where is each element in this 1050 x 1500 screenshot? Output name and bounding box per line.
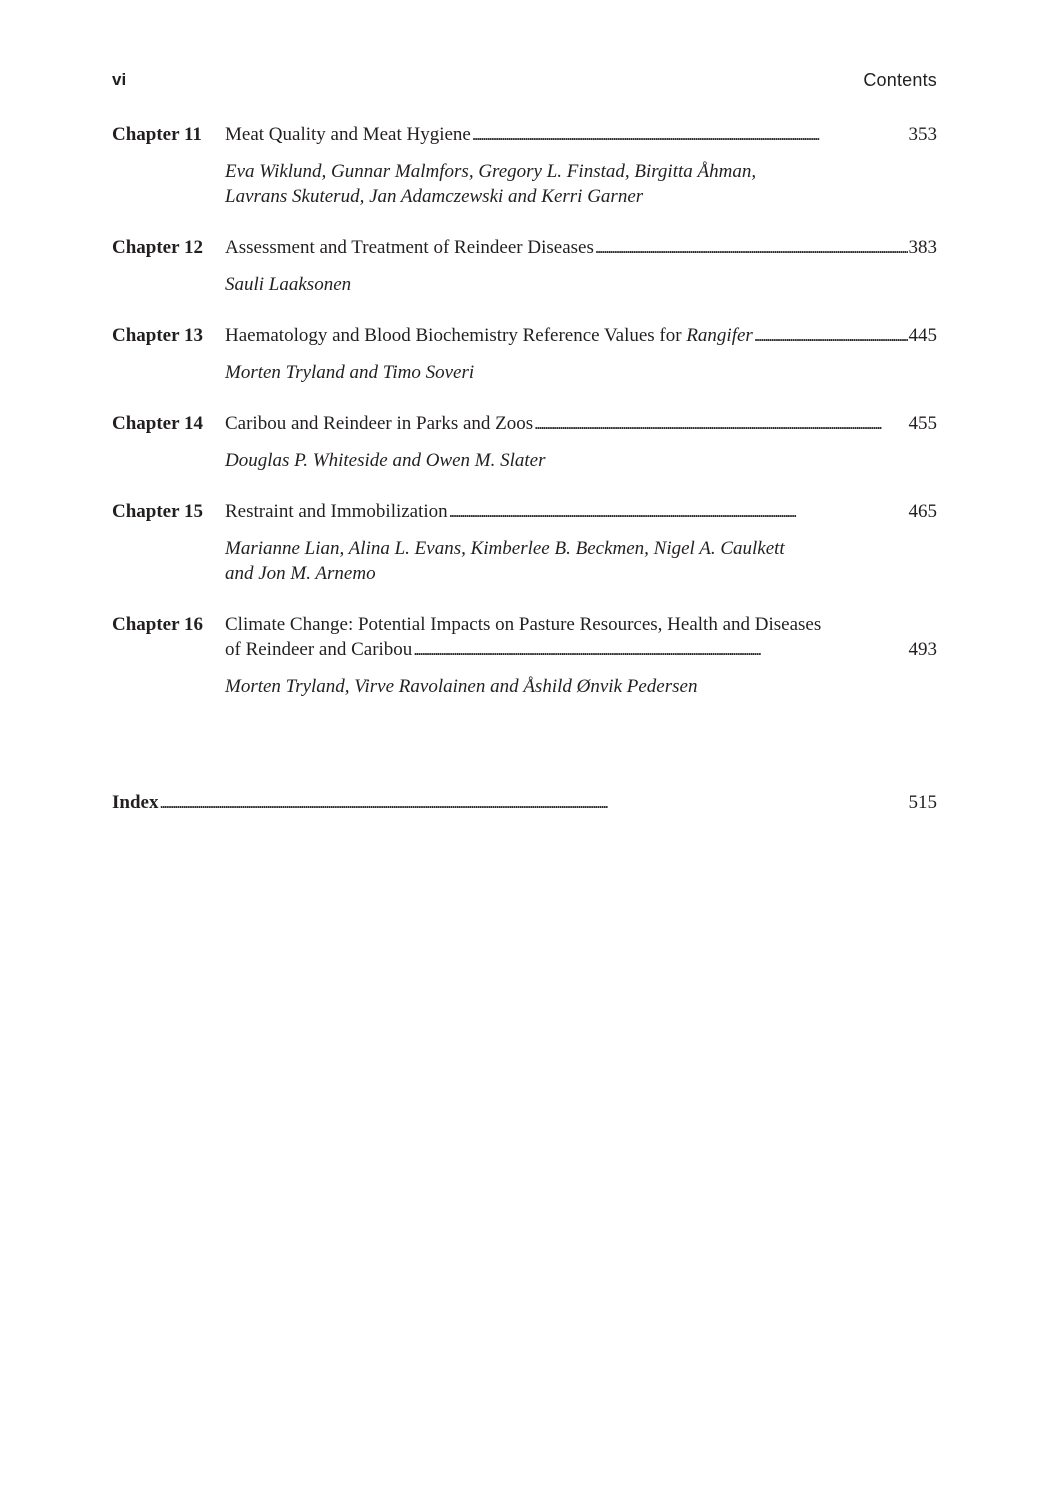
page-reference[interactable]: 465 bbox=[908, 501, 937, 522]
dot-leader bbox=[472, 122, 908, 147]
chapter-title-continued[interactable]: of Reindeer and Caribou bbox=[225, 639, 413, 660]
author-line: Morten Tryland and Timo Soveri bbox=[225, 362, 475, 383]
author-line: and Jon M. Arnemo bbox=[225, 563, 376, 584]
dot-leader bbox=[413, 637, 907, 662]
author-line: Marianne Lian, Alina L. Evans, Kimberlee B. Beckmen, Nigel A. Caulkett bbox=[225, 538, 785, 559]
chapter-title-line bbox=[225, 323, 937, 348]
author-line: Morten Tryland, Virve Ravolainen and Åshild Ønvik Pedersen bbox=[225, 676, 698, 697]
chapter-title-line bbox=[225, 411, 937, 436]
chapter-authors bbox=[225, 159, 937, 209]
chapter-authors bbox=[225, 536, 937, 586]
running-head: Contents bbox=[863, 70, 937, 90]
chapter-label: Chapter 13 bbox=[112, 325, 203, 346]
chapter-authors bbox=[225, 272, 937, 297]
toc-entry-index bbox=[112, 790, 937, 815]
page-reference[interactable]: 383 bbox=[908, 237, 937, 258]
page-number: vi bbox=[112, 70, 127, 89]
page-reference[interactable]: 515 bbox=[908, 792, 937, 813]
chapter-title[interactable]: Meat Quality and Meat Hygiene bbox=[225, 124, 471, 145]
dot-leader bbox=[159, 790, 907, 815]
toc-entry-chapter-12 bbox=[112, 235, 937, 297]
toc-entry-chapter-15 bbox=[112, 499, 937, 586]
author-line: Eva Wiklund, Gunnar Malmfors, Gregory L. Finstad, Birgitta Åhman, bbox=[225, 161, 757, 182]
chapter-title[interactable]: Restraint and Immobilization bbox=[225, 501, 448, 522]
chapter-title-line bbox=[225, 122, 937, 147]
dot-leader bbox=[449, 499, 908, 524]
chapter-label: Chapter 16 bbox=[112, 614, 203, 635]
chapter-label: Chapter 15 bbox=[112, 501, 203, 522]
chapter-title-italic: Rangifer bbox=[686, 325, 753, 346]
toc-entry-chapter-14 bbox=[112, 411, 937, 473]
page-reference[interactable]: 445 bbox=[908, 325, 937, 346]
dot-leader bbox=[754, 323, 908, 348]
toc-entry-chapter-16 bbox=[112, 612, 937, 699]
chapter-title[interactable]: Assessment and Treatment of Reindeer Diseases bbox=[225, 237, 594, 258]
chapter-title[interactable]: Caribou and Reindeer in Parks and Zoos bbox=[225, 413, 534, 434]
author-line: Sauli Laaksonen bbox=[225, 274, 352, 295]
chapter-authors bbox=[225, 674, 937, 699]
chapter-label: Chapter 14 bbox=[112, 413, 203, 434]
chapter-authors bbox=[225, 360, 937, 385]
chapter-authors bbox=[225, 448, 937, 473]
toc-entry-chapter-11 bbox=[112, 122, 937, 209]
author-line: Lavrans Skuterud, Jan Adamczewski and Kerri Garner bbox=[225, 186, 644, 207]
page-reference[interactable]: 493 bbox=[908, 639, 937, 660]
chapter-title-text: Haematology and Blood Biochemistry Reference Values for bbox=[225, 325, 682, 346]
chapter-title[interactable]: Climate Change: Potential Impacts on Pasture Resources, Health and Diseases bbox=[225, 614, 822, 635]
chapter-title[interactable] bbox=[225, 323, 753, 348]
page-reference[interactable]: 455 bbox=[908, 413, 937, 434]
dot-leader bbox=[534, 411, 907, 436]
toc-entry-chapter-13 bbox=[112, 323, 937, 385]
chapter-label: Chapter 12 bbox=[112, 237, 203, 258]
chapter-title-line bbox=[225, 235, 937, 260]
chapter-title-line bbox=[225, 637, 937, 662]
chapter-title-line bbox=[225, 499, 937, 524]
chapter-label: Chapter 11 bbox=[112, 124, 202, 145]
dot-leader bbox=[595, 235, 908, 260]
page-header bbox=[112, 70, 937, 96]
page-reference[interactable]: 353 bbox=[908, 124, 937, 145]
table-of-contents bbox=[112, 122, 937, 725]
index-label[interactable]: Index bbox=[112, 792, 159, 813]
author-line: Douglas P. Whiteside and Owen M. Slater bbox=[225, 450, 546, 471]
